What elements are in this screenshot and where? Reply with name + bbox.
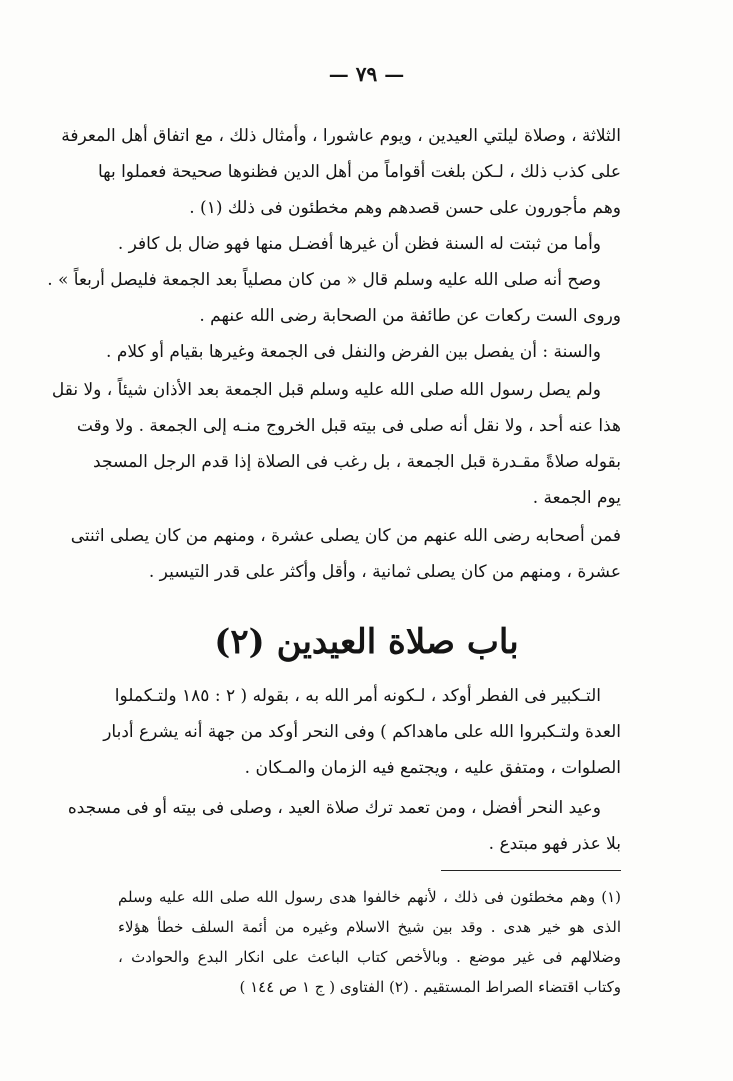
chapter-title: باب صلاة العيدين (٢)	[214, 622, 519, 662]
text-line: وهم مأجورون على حسن قصدهم وهم مخطئون فى ذلك (١) .	[189, 198, 621, 218]
text-line: بقوله صلاةً مقـدرة قبل الجمعة ، بل رغب فى الصلاة إذا قدم الرجل المسجد	[93, 452, 621, 472]
text-line: الثلاثة ، وصلاة ليلتي العيدين ، ويوم عاشورا ، وأمثال ذلك ، مع اتفاق أهل المعرفة	[61, 126, 621, 146]
text-line: وأما من ثبتت له السنة فظن أن غيرها أفضـل منها فهو ضال بل كافر .	[117, 234, 601, 254]
footnote-line: الذى هو خير هدى . وقد بين شيخ الاسلام وغيره من أئمة السلف خطأ هؤلاء	[118, 918, 621, 936]
footnote-line: وكتاب اقتضاء الصراط المستقيم . (٢) الفتاوى ( ج ١ ص ١٤٤ )	[239, 978, 621, 996]
text-line: وروى الست ركعات عن طائفة من الصحابة رضى الله عنهم .	[199, 306, 621, 326]
text-line: وعيد النحر أفضل ، ومن تعمد ترك صلاة العيد ، وصلى فى بيته أو فى مسجده	[67, 798, 601, 818]
text-line: فمن أصحابه رضى الله عنهم من كان يصلى عشرة ، ومنهم من كان يصلى اثنتى	[70, 526, 621, 546]
text-line: وصح أنه صلى الله عليه وسلم قال « من كان مصلياً بعد الجمعة فليصل أربعاً » .	[47, 270, 601, 290]
text-line: بلا عذر فهو مبتدع .	[488, 834, 621, 854]
text-line: ولم يصل رسول الله صلى الله عليه وسلم قبل الجمعة بعد الأذان شيئاً ، ولا نقل	[51, 380, 601, 400]
footnote-line: وضلالهم فى غير موضع . وبالأخص كتاب الباعث على انكار البدع والحوادث ،	[118, 948, 621, 966]
text-line: على كذب ذلك ، لـكن بلغت أقواماً من أهل الدين فظنوها صحيحة فعملوا بها	[97, 162, 621, 182]
page-number: — ٧٩ —	[328, 62, 405, 86]
text-line: والسنة : أن يفصل بين الفرض والنفل فى الجمعة وغيرها بقيام أو كلام .	[106, 342, 601, 362]
text-line: عشرة ، ومنهم من كان يصلى ثمانية ، وأقل وأكثر على قدر التيسير .	[148, 562, 621, 582]
text-line: يوم الجمعة .	[532, 488, 621, 508]
footnote-divider	[441, 870, 621, 871]
text-line: العدة ولتـكبروا الله على ماهداكم ) وفى النحر أوكد من جهة أنه يشرع أدبار	[103, 722, 621, 742]
text-line: هذا عنه أحد ، ولا نقل أنه صلى فى بيته قبل الخروج منـه إلى الجمعة . ولا وقت	[76, 416, 621, 436]
text-line: الصلوات ، ومتفق عليه ، ويجتمع فيه الزمان والمـكان .	[244, 758, 621, 778]
footnote-line: (١) وهم مخطئون فى ذلك ، لأنهم خالفوا هدى رسول الله صلى الله عليه وسلم	[118, 888, 621, 906]
text-line: التـكبير فى الفطر أوكد ، لـكونه أمر الله به ، بقوله ( ٢ : ١٨٥ ولتـكملوا	[114, 686, 601, 706]
